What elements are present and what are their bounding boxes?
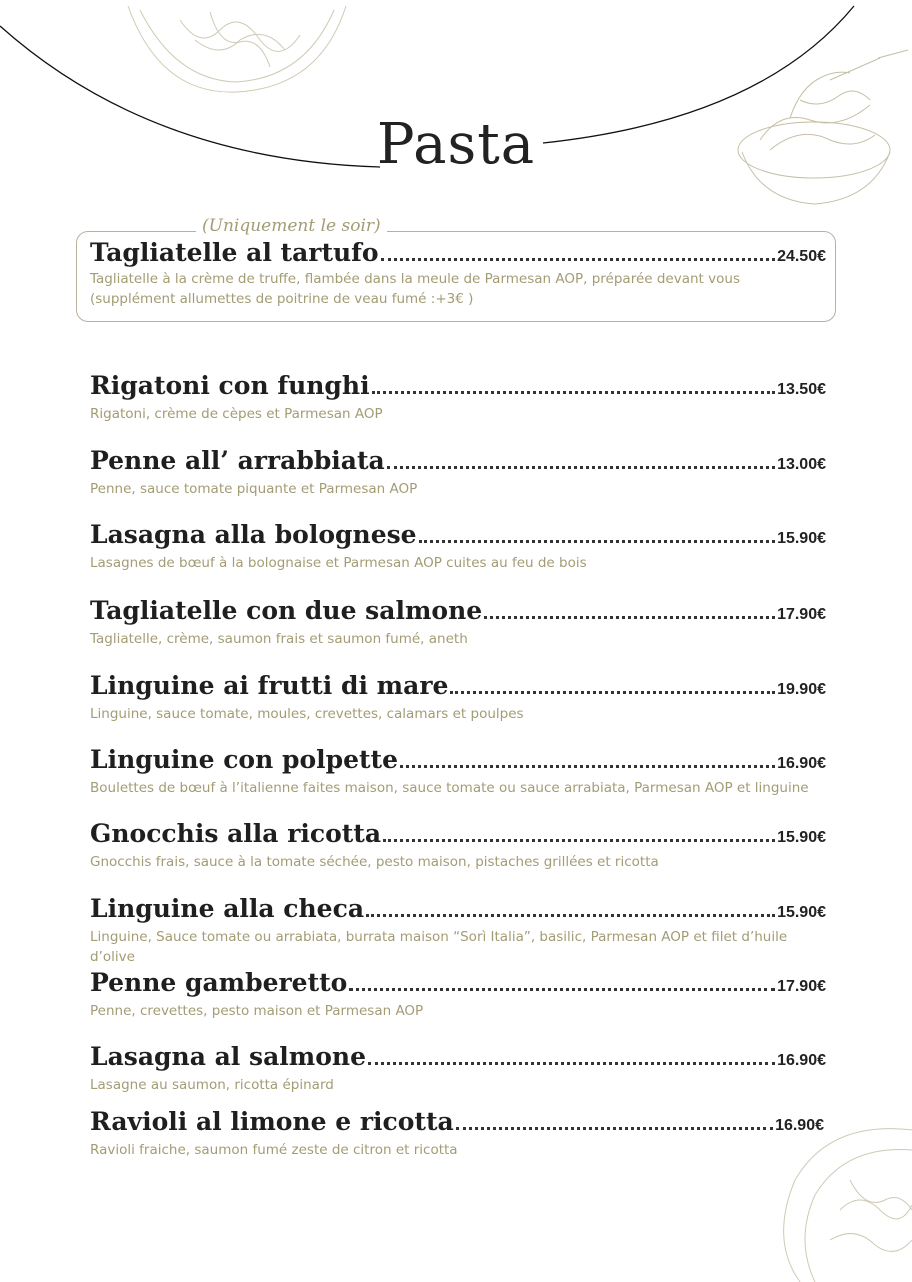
menu-item — [90, 819, 826, 872]
dish-name: Lasagna alla bolognese — [90, 520, 417, 549]
dotted-leader — [456, 1127, 773, 1130]
dish-name: Linguine ai frutti di mare — [90, 671, 449, 700]
dish-name: Gnocchis alla ricotta — [90, 819, 382, 848]
dotted-leader — [450, 691, 775, 694]
dish-name: Tagliatelle al tartufo — [90, 238, 379, 267]
menu-item — [90, 745, 826, 798]
dish-description: Penne, crevettes, pesto maison et Parmesan AOP — [90, 1003, 424, 1019]
dish-description: Penne, sauce tomate piquante et Parmesan AOP — [90, 481, 418, 497]
dish-description: Boulettes de bœuf à l’italienne faites maison, sauce tomate ou sauce arrabiata, Parmesan AOP et linguine — [90, 780, 809, 796]
dish-name: Rigatoni con funghi — [90, 371, 370, 400]
dotted-leader — [383, 839, 775, 842]
dotted-leader — [368, 1062, 775, 1065]
dish-description: Lasagnes de bœuf à la bolognaise et Parmesan AOP cuites au feu de bois — [90, 555, 587, 571]
dish-name: Penne all’ arrabbiata — [90, 446, 385, 475]
dish-price: 24.50€ — [777, 248, 826, 265]
menu-item — [90, 968, 826, 1021]
dish-description: Rigatoni, crème de cèpes et Parmesan AOP — [90, 406, 383, 422]
dish-description: Linguine, Sauce tomate ou arrabiata, burrata maison “Sorì Italia”, basilic, Parmesan AOP et filet d’huile d’olive — [90, 929, 788, 965]
dish-price: 16.90€ — [777, 1052, 826, 1069]
pasta-bowl-illustration-top-left — [128, 6, 346, 92]
dish-price: 17.90€ — [777, 606, 826, 623]
dish-price: 13.00€ — [777, 456, 826, 473]
special-dish — [90, 238, 826, 309]
dish-price: 15.90€ — [777, 530, 826, 547]
dish-description: Ravioli fraiche, saumon fumé zeste de citron et ricotta — [90, 1142, 458, 1158]
dish-description: Tagliatelle, crème, saumon frais et saumon fumé, aneth — [90, 631, 468, 647]
menu-item — [90, 1107, 824, 1160]
menu-item — [90, 446, 826, 499]
dish-price: 15.90€ — [777, 829, 826, 846]
dish-price: 19.90€ — [777, 681, 826, 698]
dish-price: 16.90€ — [775, 1117, 824, 1134]
dish-description: Linguine, sauce tomate, moules, crevettes, calamars et poulpes — [90, 706, 524, 722]
menu-item — [90, 1042, 826, 1095]
menu-item — [90, 671, 826, 724]
dish-name: Lasagna al salmone — [90, 1042, 366, 1071]
dish-description-supplement: (supplément allumettes de poitrine de veau fumé :+3€ ) — [90, 291, 474, 307]
dotted-leader — [381, 258, 775, 261]
dish-price: 15.90€ — [777, 904, 826, 921]
dish-description: Tagliatelle à la crème de truffe, flambée dans la meule de Parmesan AOP, préparée devant vous — [90, 271, 740, 287]
dish-price: 13.50€ — [777, 381, 826, 398]
dish-name: Penne gamberetto — [90, 968, 348, 997]
menu-item — [90, 520, 826, 573]
dish-price: 16.90€ — [777, 755, 826, 772]
dish-description: Gnocchis frais, sauce à la tomate séchée, pesto maison, pistaches grillées et ricotta — [90, 854, 659, 870]
dotted-leader — [484, 616, 775, 619]
dish-name: Ravioli al limone e ricotta — [90, 1107, 454, 1136]
dish-name: Tagliatelle con due salmone — [90, 596, 483, 625]
dotted-leader — [387, 466, 775, 469]
dotted-leader — [419, 540, 775, 543]
dotted-leader — [400, 765, 775, 768]
menu-item — [90, 371, 826, 424]
dotted-leader — [349, 988, 775, 991]
special-availability-note: (Uniquement le soir) — [196, 216, 387, 236]
dotted-leader — [366, 914, 775, 917]
dish-description: Lasagne au saumon, ricotta épinard — [90, 1077, 334, 1093]
dish-price: 17.90€ — [777, 978, 826, 995]
dish-name: Linguine alla checa — [90, 894, 365, 923]
dotted-leader — [372, 391, 775, 394]
menu-item — [90, 894, 826, 967]
dish-name: Linguine con polpette — [90, 745, 399, 774]
menu-item — [90, 596, 826, 649]
page-title: Pasta — [376, 112, 536, 177]
